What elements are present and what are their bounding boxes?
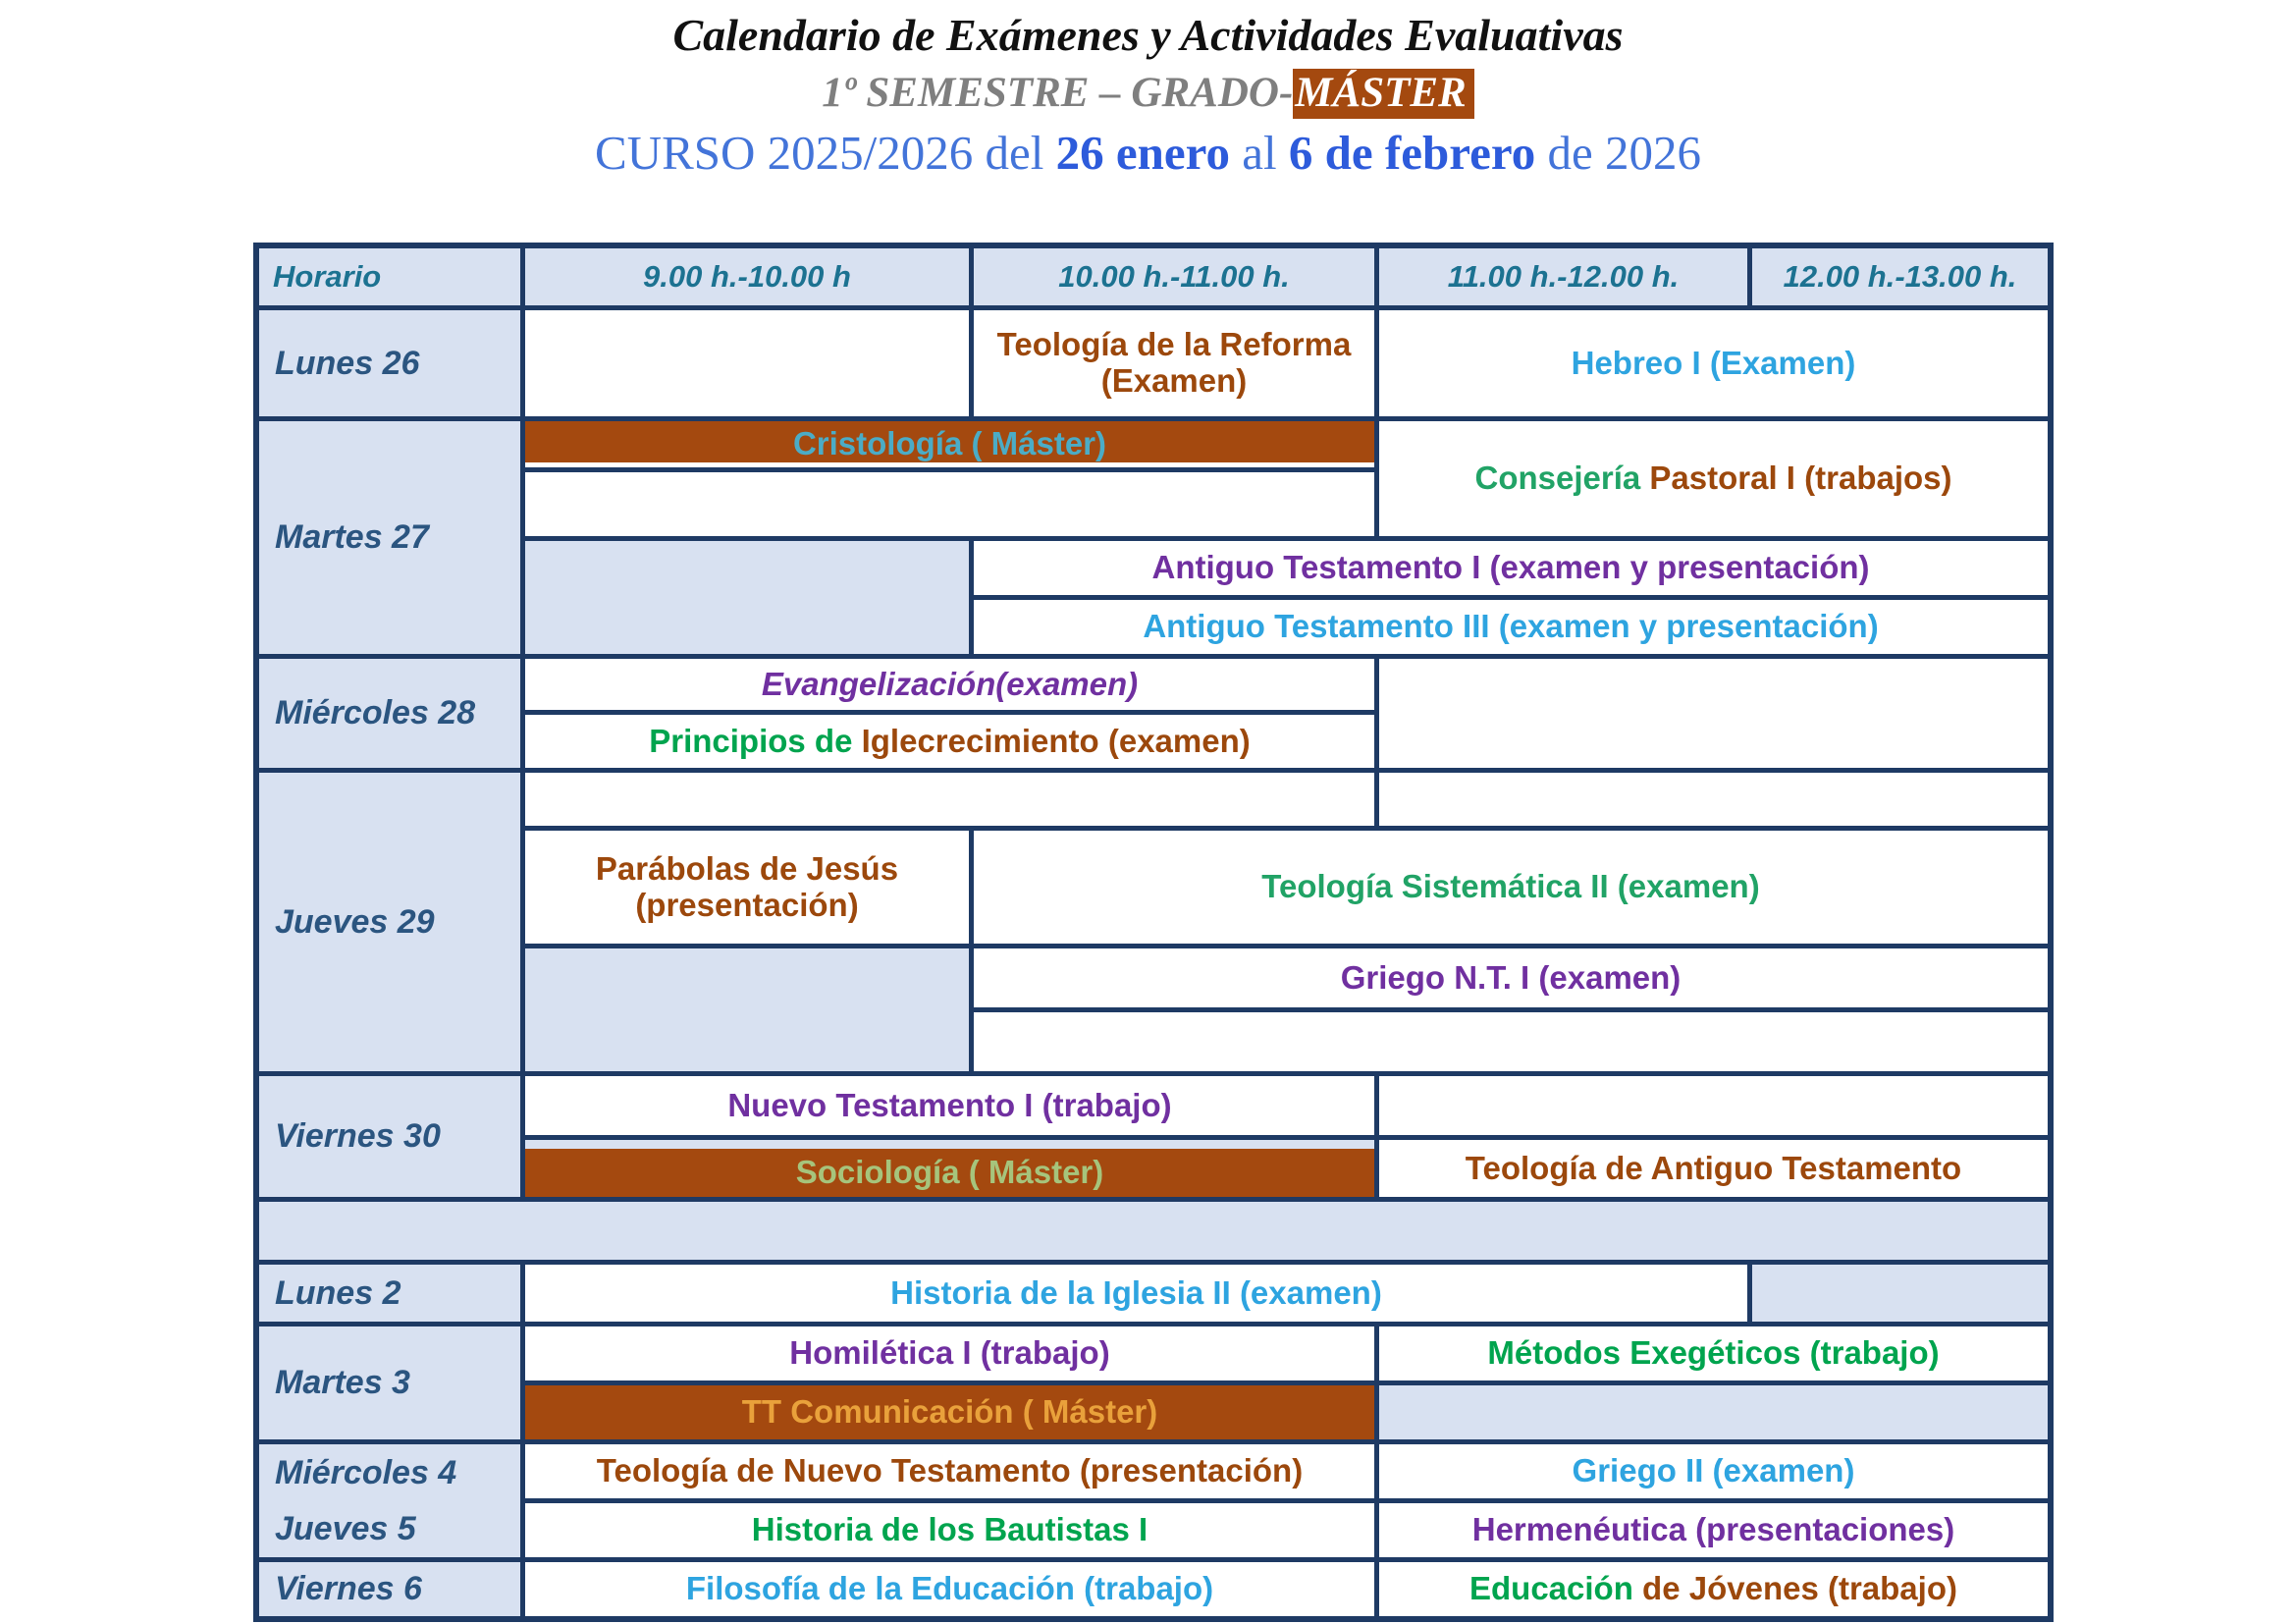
event-cell-tt-comunicacion-master: TT Comunicación ( Máster) xyxy=(525,1385,1374,1439)
event-text xyxy=(1474,460,1951,497)
page-title: Calendario de Exámenes y Actividades Evaluativas xyxy=(672,10,1624,60)
event-cell-teologia-reforma: Teología de la Reforma (Examen) xyxy=(974,310,1374,416)
day-label-viernes-30: Viernes 30 xyxy=(259,1076,520,1197)
empty-cell xyxy=(525,773,1374,826)
empty-cell xyxy=(1379,773,2048,826)
day-label-jueves-5: Jueves 5 xyxy=(275,1510,416,1548)
empty-cell xyxy=(1379,1385,2048,1439)
event-cell-cristologia-master: Cristología ( Máster) xyxy=(525,421,1374,467)
event-cell-homiletica-1: Homilética I (trabajo) xyxy=(525,1326,1374,1380)
event-cell-historia-iglesia-2: Historia de la Iglesia II (examen) xyxy=(525,1265,1747,1322)
day-label-martes-3: Martes 3 xyxy=(259,1326,520,1439)
subtitle-prefix: 1º SEMESTRE – GRADO- xyxy=(822,69,1294,116)
day-label-miercoles-4-jueves-5 xyxy=(259,1444,520,1557)
event-cell-teologia-sistematica-2: Teología Sistemática II (examen) xyxy=(974,831,2048,944)
course-del: del xyxy=(973,126,1056,181)
event-text xyxy=(1469,1571,1957,1607)
event-cell-teologia-antiguo-testamento: Teología de Antiguo Testamento xyxy=(1379,1140,2048,1197)
event-cell-hermeneutica: Hermenéutica (presentaciones) xyxy=(1379,1503,2048,1557)
exam-calendar-table xyxy=(253,243,2054,1622)
event-cell-griego-nt-1: Griego N.T. I (examen) xyxy=(974,948,2048,1007)
day-label-martes-27: Martes 27 xyxy=(259,421,520,654)
event-part-green: Consejería xyxy=(1474,460,1650,497)
event-part-brown: Pastoral I (trabajos) xyxy=(1649,460,1952,497)
event-cell-principios-iglecrecimiento xyxy=(525,715,1374,768)
header-slot-9-10: 9.00 h.-10.00 h xyxy=(525,248,969,305)
header-slot-10-11: 10.00 h.-11.00 h. xyxy=(974,248,1374,305)
empty-cell xyxy=(1379,1076,2048,1135)
event-part-green: Educación xyxy=(1469,1570,1643,1607)
event-cell-consejeria-pastoral xyxy=(1379,421,2048,536)
event-part-brown: Iglecrecimiento (examen) xyxy=(861,722,1251,759)
empty-cell xyxy=(525,310,969,416)
page-subtitle xyxy=(0,68,2296,119)
course-year: de 2026 xyxy=(1535,126,1701,181)
empty-cell xyxy=(1752,1265,2048,1322)
event-cell-educacion-jovenes xyxy=(1379,1562,2048,1616)
course-al: al xyxy=(1230,126,1289,181)
event-cell-parabolas-jesus: Parábolas de Jesús (presentación) xyxy=(525,831,969,944)
day-label-lunes-2: Lunes 2 xyxy=(259,1265,520,1322)
event-cell-sociologia-master: Sociología ( Máster) xyxy=(525,1140,1374,1197)
event-cell-hebreo-1: Hebreo I (Examen) xyxy=(1379,310,2048,416)
day-label-jueves-29: Jueves 29 xyxy=(259,773,520,1071)
event-cell-antiguo-testamento-3: Antiguo Testamento III (examen y presentación) xyxy=(974,600,2048,654)
event-text xyxy=(649,724,1251,760)
header-slot-12-13: 12.00 h.-13.00 h. xyxy=(1752,248,2048,305)
course-start-date: 26 enero xyxy=(1055,126,1231,181)
empty-cell xyxy=(525,541,969,654)
course-label: CURSO 2025/2026 xyxy=(595,126,974,181)
empty-cell xyxy=(974,1012,2048,1071)
event-cell-nuevo-testamento-1: Nuevo Testamento I (trabajo) xyxy=(525,1076,1374,1135)
event-cell-teologia-nuevo-testamento: Teología de Nuevo Testamento (presentación) xyxy=(525,1444,1374,1498)
day-label-miercoles-4: Miércoles 4 xyxy=(275,1453,457,1491)
header-slot-11-12: 11.00 h.-12.00 h. xyxy=(1379,248,1747,305)
event-cell-evangelizacion: Evangelización(examen) xyxy=(525,659,1374,710)
event-cell-filosofia-educacion: Filosofía de la Educación (trabajo) xyxy=(525,1562,1374,1616)
empty-cell xyxy=(1379,659,2048,768)
separator-row xyxy=(259,1202,2048,1260)
document-heading xyxy=(0,10,2296,182)
event-part-green: Principios de xyxy=(649,722,862,759)
empty-cell xyxy=(525,472,1374,536)
event-cell-historia-bautistas-1: Historia de los Bautistas I xyxy=(525,1503,1374,1557)
event-part-brown: de Jóvenes (trabajo) xyxy=(1642,1570,1957,1607)
course-date-line xyxy=(0,126,2296,181)
event-cell-antiguo-testamento-1: Antiguo Testamento I (examen y presentación) xyxy=(974,541,2048,595)
header-horario: Horario xyxy=(259,248,520,305)
day-label-lunes-26: Lunes 26 xyxy=(259,310,520,416)
day-label-miercoles-28: Miércoles 28 xyxy=(259,659,520,768)
course-end-date: 6 de febrero xyxy=(1288,126,1536,181)
day-label-viernes-6: Viernes 6 xyxy=(259,1562,520,1616)
event-cell-metodos-exegeticos: Métodos Exegéticos (trabajo) xyxy=(1379,1326,2048,1380)
empty-cell xyxy=(525,948,969,1071)
subtitle-master-highlight: MÁSTER xyxy=(1293,69,1473,119)
event-cell-griego-2: Griego II (examen) xyxy=(1379,1444,2048,1498)
